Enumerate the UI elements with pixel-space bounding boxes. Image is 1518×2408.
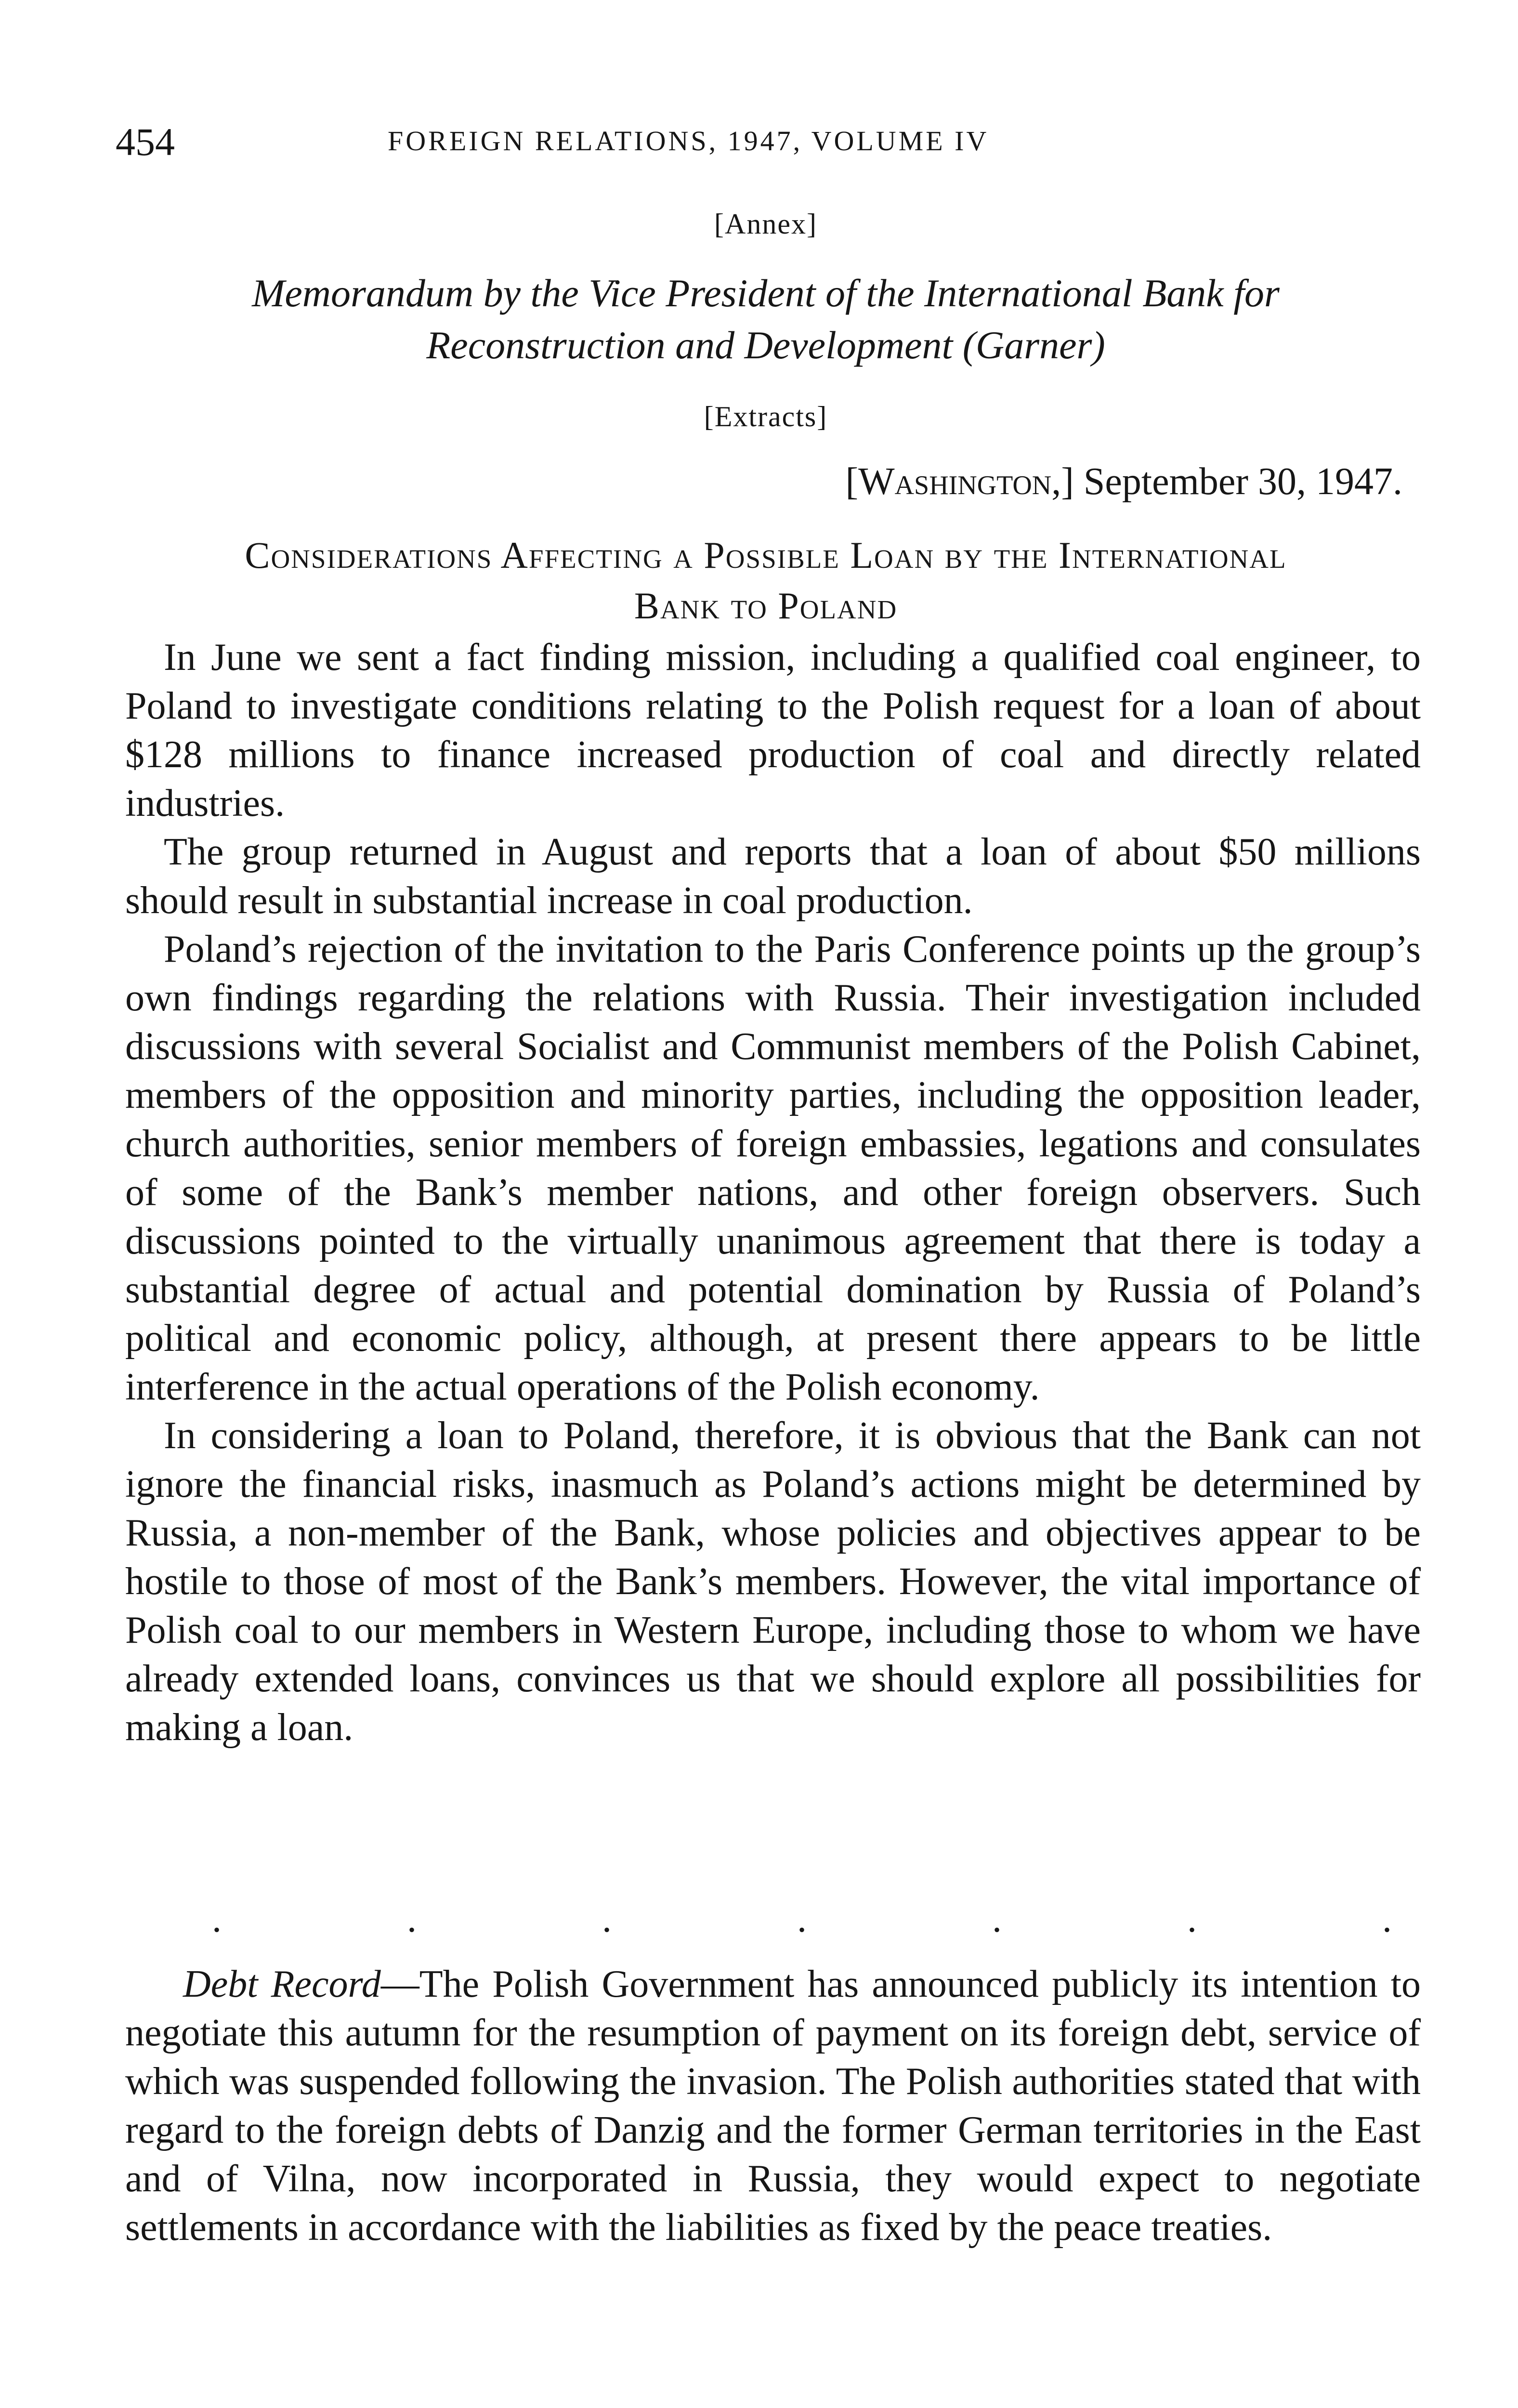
ellipsis-dot: . bbox=[212, 1898, 222, 1940]
debt-record-text: —The Polish Government has announced publicly its intention to negotiate this autumn for the resumption of payment on its foreign debt, service of which was suspended following the invasion. The Polish authorities stated that with regard to the foreign debts of Danzig and the former German territories in the East and of Vilna, now incorporated in Russia, they would expect to negotiate settlements in accordance with the liabilities as fixed by the peace treaties. bbox=[125, 1963, 1421, 2249]
page-number: 454 bbox=[116, 120, 175, 164]
running-head bbox=[116, 118, 1416, 176]
dateline-place: [Washington,] bbox=[845, 460, 1074, 503]
extracts-label: [Extracts] bbox=[704, 401, 828, 432]
omission-ellipsis bbox=[212, 1898, 1392, 1940]
section-heading bbox=[111, 530, 1421, 631]
ellipsis-dot: . bbox=[797, 1898, 807, 1940]
dateline bbox=[845, 455, 1402, 508]
ellipsis-dot: . bbox=[992, 1898, 1002, 1940]
ellipsis-dot: . bbox=[1187, 1898, 1197, 1940]
running-title: FOREIGN RELATIONS, 1947, VOLUME IV bbox=[388, 125, 989, 157]
section-heading-line-2: Bank to Poland bbox=[634, 585, 898, 627]
paragraph-fact-finding-mission: In June we sent a fact finding mission, including a qualified coal engineer, to Poland to investigate conditions relating to the Polish request for a loan of about $128 millions to finance increased production of coal and directly related industries. bbox=[125, 636, 1421, 824]
memo-title bbox=[111, 267, 1421, 371]
annex-label: [Annex] bbox=[714, 208, 817, 240]
memo-title-line-1: Memorandum by the Vice President of the International Bank for bbox=[252, 271, 1280, 315]
ellipsis-dot: . bbox=[602, 1898, 612, 1940]
paragraph-group-returned: The group returned in August and reports that a loan of about $50 millions should result in substantial increase in coal production. bbox=[125, 831, 1421, 922]
paragraph-considering-loan: In considering a loan to Poland, therefore, it is obvious that the Bank can not ignore the financial risks, inasmuch as Poland’s actions might be determined by Russia, a non-member of the Bank, whose policies and objectives appear to be hostile to those of most of the Bank’s members. However, the vital importance of Polish coal to our members in Western Europe, including those to whom we have already extended loans, convinces us that we should explore all possibilities for making a loan. bbox=[125, 1414, 1421, 1749]
debt-record-section bbox=[125, 1960, 1421, 2252]
debt-record-label: Debt Record bbox=[183, 1963, 381, 2005]
section-heading-line-1: Considerations Affecting a Possible Loan by the International bbox=[245, 534, 1287, 576]
memo-title-line-2: Reconstruction and Development (Garner) bbox=[426, 323, 1105, 367]
ellipsis-dot: . bbox=[407, 1898, 417, 1940]
debt-record-paragraph bbox=[125, 1960, 1421, 2252]
paragraph-paris-conference: Poland’s rejection of the invitation to the Paris Conference points up the group’s own findings regarding the relations with Russia. Their investigation included discussions with several Socialist and Communist members of the Polish Cabinet, members of the opposition and minority parties, including the opposition leader, church authorities, senior members of foreign embassies, legations and consulates of some of the Bank’s member nations, and other foreign observers. Such discussions pointed to the virtually unanimous agreement that there is today a substantial degree of actual and potential domination by Russia of Poland’s political and economic policy, although, at present there appears to be little interference in the actual operations of the Polish economy. bbox=[125, 928, 1421, 1408]
memo-body bbox=[125, 633, 1421, 1752]
dateline-date: September 30, 1947. bbox=[1083, 460, 1402, 503]
ellipsis-dot: . bbox=[1382, 1898, 1392, 1940]
